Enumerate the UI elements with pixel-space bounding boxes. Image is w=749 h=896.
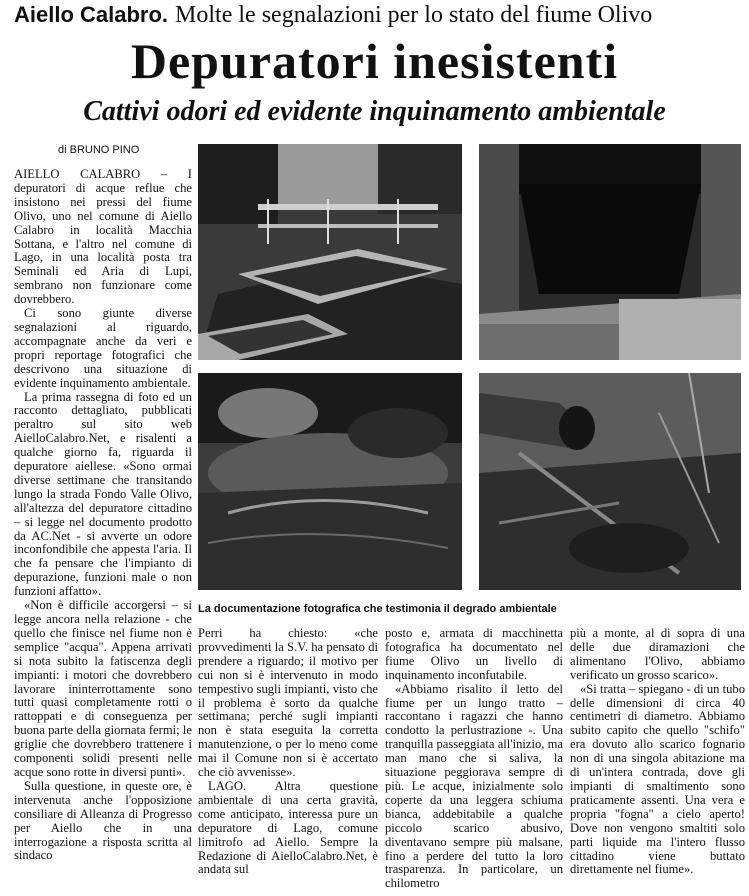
article-column-2 xyxy=(198,627,378,893)
paragraph: più a monte, al di sopra di una delle due diramazioni che alimentano l'Olivo, abbiamo verificato un grosso scarico». xyxy=(570,627,745,682)
paragraph: La prima rassegna di foto ed un racconto dettagliato, pubblicati peraltro sul sito web AielloCalabro.Net, e risalenti a qualche giorno fa, riguarda il depuratore aiellese. «Sono ormai diverse settimane che transitando lungo la strada Fondo Valle Olivo, all'altezza del depuratore cittadino – si legge nel documento prodotto da AC.Net - si avverte un odore inconfondibile che appesta l'aria. Il che fa pensare che l'impianto di depurazione, funzioni male o non funzioni affatto». xyxy=(14,389,192,599)
paragraph: «Si tratta – spiegano - di un tubo delle dimensioni di circa 40 centimetri di diametro. Abbiamo subito capito che quello "schifo" era dovuto allo scarico fognario non di una singola abitazione ma di un'intera contrada, dove gli impianti di smaltimento sono praticamente assenti. Una vera e propria "fogna" a cielo aperto! Dove non vengono smaltiti solo parti liquide ma l'intero flusso cittadino viene buttato direttamente nel fiume». xyxy=(570,681,745,877)
paragraph: Ci sono giunte diverse segnalazioni al riguardo, accompagnate anche da veri e propri reportage fotografici che descrivono una situazione di evidente inquinamento ambientale. xyxy=(14,306,192,390)
article-column-1 xyxy=(14,168,192,892)
paragraph: AIELLO CALABRO – I depuratori di acque reflue che insistono nei pressi del fiume Olivo, uno nel comune di Aiello Calabro in località Macchia Sottana, e l'altro nel comune di Lago, in una località posta tra Seminali ed Aria di Lupi, sembrano non funzionare come dovrebbero. xyxy=(14,168,192,307)
paragraph: LAGO. Altra questione ambientale di una certa gravità, come anticipato, interessa pure un depuratore di Lago, comune limitrofo ad Aiello. Sempre la Redazione di AielloCalabro.Net, è andata sul xyxy=(198,778,378,877)
paragraph: «Non è difficile accorgersi – si legge ancora nella relazione - che quello che finisce nel fiume non è semplice "acqua". Appena arrivati si nota subito la fatiscenza degli impianti: i motori che dovrebbero lavorare ininterrottamente sono tutti quasi completamente rotti o rattoppati e di conseguenza per buona parte della giornata fermi; le griglie che dovrebbero trattenere i componenti solidi presenti nelle acque sono rotte in diversi punti». xyxy=(14,598,192,779)
subhead: Cattivi odori ed evidente inquinamento ambientale xyxy=(83,96,666,127)
article-column-3 xyxy=(385,627,563,893)
kicker xyxy=(14,2,744,29)
article-column-4 xyxy=(570,627,745,893)
photo-caption: La documentazione fotografica che testimonia il degrado ambientale xyxy=(198,603,557,615)
paragraph: «Abbiamo risalito il letto del fiume per un lungo tratto – raccontano i ragazzi che hanno condotto la perlustrazione -. Una tranquilla passeggiata all'inizio, ma man mano che si saliva, la situazione peggiorava sempre di più. Le acque, inizialmente solo coperte da una leggera schiuma bianca, addebitabile a qualche piccolo scarico abusivo, diventavano sempre più malsane, fino a perdere del tutto la loro trasparenza. In particolare, un chilometro xyxy=(385,681,563,891)
photo-treatment-tanks xyxy=(198,144,462,360)
paragraph: Sulla questione, in queste ore, è intervenuta anche l'opposizione consiliare di Alleanza di Progresso per Aiello che in una interrogazione a risposta scritta al sindaco xyxy=(14,778,192,863)
byline: di BRUNO PINO xyxy=(58,144,140,156)
headline: Depuratori inesistenti xyxy=(130,33,619,89)
paragraph: Perri ha chiesto: «che provvedimenti la S.V. ha pensato di prendere a riguardo; il motivo per cui non si è intervenuto in modo tempestivo sugli impianti, visto che il problema è sorto da qualche settimana; perché sugli impianti non è stata eseguita la corretta manutenzione, o per lo meno come mai il Comune non si è accertato che ciò avvenisse». xyxy=(198,627,378,780)
photo-polluted-stream xyxy=(198,373,462,590)
photo-drain-pipe xyxy=(479,373,741,590)
photo-dark-opening xyxy=(479,144,741,360)
kicker-place: Aiello Calabro. xyxy=(14,2,169,27)
kicker-text: Molte le segnalazioni per lo stato del fiume Olivo xyxy=(175,2,653,28)
paragraph: posto e, armata di macchinetta fotografica ha documentato nel fiume Olivo un livello di inquinamento inconfutabile. xyxy=(385,627,563,682)
